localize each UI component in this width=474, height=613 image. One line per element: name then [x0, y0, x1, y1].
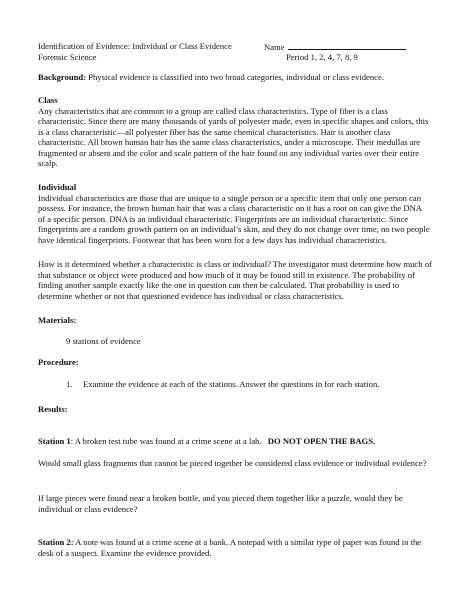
station1-question-2-line-2: individual or class evidence?: [38, 503, 138, 514]
station1-question-2-line-1: If large pieces were found near a broken bottle, and you pieced them together like a puzzle, would they be: [38, 493, 403, 503]
background-label: Background:: [38, 72, 87, 82]
station1-intro: [38, 436, 375, 447]
procedure-heading: Procedure:: [38, 357, 79, 367]
individual-line: possess. For instance, the brown human hair that was a class characteristic on it has a root on can give the DNA: [38, 203, 422, 214]
background-line: [38, 72, 384, 83]
name-field: [264, 41, 406, 53]
individual-line: of a specific person. DNA is an individual characteristic. Fingerprints are an individual characteristic. Since: [38, 213, 409, 224]
class-line: characteristic. All brown human hair has the same class characteristics, under a microscope. Their medullas are: [38, 137, 421, 148]
class-line: is a class characteristic—all polyester fiber has the same chemical characteristics. Hair is another class: [38, 126, 391, 137]
class-line: fragmented or absent and the color and scale pattern of the hair found on any individual varies over their entire: [38, 147, 420, 158]
class-line: Any characteristics that are common to a group are called class characteristics. Type of fiber is a class: [38, 105, 389, 116]
course-name: Forensic Science: [38, 52, 97, 62]
period-list: Period 1, 2, 4, 7, 8, 9: [286, 52, 358, 62]
class-paragraph: [38, 106, 450, 170]
class-line: characteristic. Since there are many thousands of yards of polyester made, even in specific shapes and colors, this: [38, 116, 429, 127]
background-text: Physical evidence is classified into two broad categories, individual or class evidence.: [88, 72, 384, 82]
station2-line-2: desk of a suspect. Examine the evidence provided.: [38, 547, 212, 558]
determination-line: determine whether or not that questioned evidence has individual or class characteristics.: [38, 290, 344, 301]
station1-question-1: Would small glass fragments that cannot be pieced together be considered class evidence or individual evidence?: [38, 458, 427, 468]
individual-line: have identical fingerprints. Footwear that has been worn for a few days has individual characteristics.: [38, 234, 387, 245]
determination-paragraph: [38, 259, 450, 301]
individual-heading: Individual: [38, 182, 77, 192]
determination-line: that substance or object were produced and how much of it may be found still in existence. The probability of: [38, 269, 415, 280]
worksheet-title: Identification of Evidence: Individual or Class Evidence: [38, 41, 232, 51]
station1-warning: DO NOT OPEN THE BAGS.: [267, 436, 376, 446]
individual-paragraph: [38, 193, 450, 246]
station2-text: A note was found at a crime scene at a bank. A notepad with a similar type of paper was found in the: [75, 537, 422, 547]
procedure-step-text: Examine the evidence at each of the stations. Answer the questions in for each station.: [83, 379, 380, 389]
individual-line: fingerprints are a random growth pattern on an individual’s skin, and they do not change over time, no two people: [38, 224, 430, 235]
procedure-step-number: 1.: [66, 379, 73, 389]
station1-text: : A broken test tube was found at a crime scene at a lab.: [70, 436, 262, 446]
materials-heading: Materials:: [38, 315, 77, 325]
individual-line: Individual characteristics are those that are unique to a single person or a specific item that only one person can: [38, 192, 422, 203]
class-line: scalp.: [38, 158, 58, 169]
name-label: Name: [264, 42, 285, 52]
class-heading: Class: [38, 95, 58, 105]
station2-label: Station 2:: [38, 537, 74, 547]
results-heading: Results:: [38, 404, 68, 414]
materials-item: 9 stations of evidence: [66, 336, 141, 346]
station2-line-1: [38, 537, 421, 548]
determination-line: How is it determined whether a characteristic is class or individual? The investigator must determine how much of: [38, 259, 432, 269]
determination-line: finding another sample exactly like the one in question can then be calculated. That probability is used to: [38, 280, 400, 291]
name-blank-line: [288, 41, 406, 50]
station1-label: Station 1: [38, 436, 71, 446]
